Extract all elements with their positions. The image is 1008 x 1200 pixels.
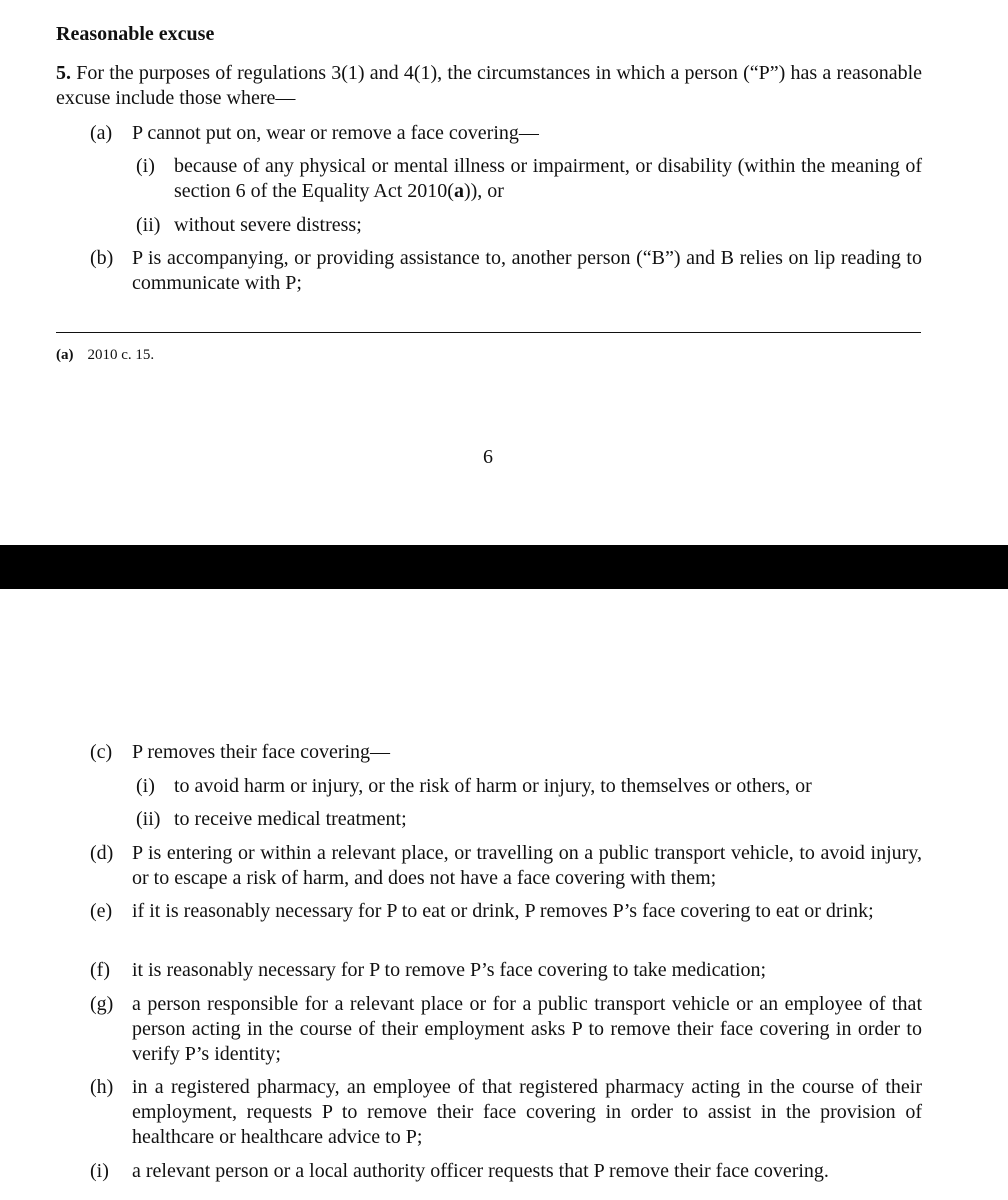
text-after-ref: )), or <box>463 180 504 202</box>
sub-paragraph-label: (ii) <box>136 214 161 236</box>
sub-paragraph-label: (i) <box>136 775 155 797</box>
sub-paragraph-text: P is entering or within a relevant place, or travelling on a public transport vehicle, to avoid injury, or to escape a risk of harm, and does not have a face covering with them; <box>132 842 922 889</box>
footnote-label: (a) <box>56 347 74 363</box>
sub-paragraph-label: (d) <box>90 842 114 864</box>
sub-paragraph-text: a person responsible for a relevant place or for a public transport vehicle or an employee of that person acting in the course of their employment asks P to remove their face covering in order to verify P’s identity; <box>132 993 922 1065</box>
footnote <box>56 345 154 365</box>
footnote-divider <box>56 332 921 333</box>
section-heading: Reasonable excuse <box>56 23 215 45</box>
regulation-5-text: For the purposes of regulations 3(1) and 4(1), the circumstances in which a person (“P”) has a reasonable excuse include those where— <box>56 62 923 109</box>
sub-paragraph-label: (i) <box>90 1160 109 1182</box>
footnote-reference: a <box>453 180 464 202</box>
sub-paragraph-label: (c) <box>90 741 113 763</box>
page-6-bottom-section <box>0 0 1008 545</box>
sub-paragraph-label: (e) <box>90 900 113 922</box>
sub-paragraph-label: (i) <box>136 155 155 177</box>
sub-paragraph-text: to receive medical treatment; <box>174 808 407 830</box>
sub-paragraph-text <box>174 154 922 204</box>
sub-paragraph-text: if it is reasonably necessary for P to eat or drink, P removes P’s face covering to eat or drink; <box>132 900 874 922</box>
regulation-5-paragraph <box>56 61 922 111</box>
sub-paragraph-label: (h) <box>90 1076 114 1098</box>
page-number: 6 <box>483 446 493 468</box>
sub-paragraph-text: it is reasonably necessary for P to remove P’s face covering to take medication; <box>132 959 767 981</box>
sub-paragraph-text: without severe distress; <box>174 214 362 236</box>
page-separator-band <box>0 545 1008 589</box>
sub-paragraph-text: a relevant person or a local authority officer requests that P remove their face covering. <box>132 1160 829 1182</box>
sub-paragraph-label: (f) <box>90 959 110 981</box>
sub-paragraph-label: (ii) <box>136 808 161 830</box>
regulation-number: 5. <box>56 62 71 84</box>
footnote-text: 2010 c. 15. <box>87 347 155 363</box>
sub-paragraph-text: P is accompanying, or providing assistance to, another person (“B”) and B relies on lip reading to communicate with P; <box>132 247 922 294</box>
sub-paragraph-text: to avoid harm or injury, or the risk of harm or injury, to themselves or others, or <box>174 775 812 797</box>
sub-paragraph-label: (a) <box>90 122 113 144</box>
sub-paragraph-text: in a registered pharmacy, an employee of that registered pharmacy acting in the course of their employment, requests P to remove their face covering in order to assist in the provision of healthcare or healthcare advice to P; <box>132 1076 922 1148</box>
sub-paragraph-text: P removes their face covering— <box>132 741 391 763</box>
sub-paragraph-label: (g) <box>90 993 114 1015</box>
text-before-ref: because of any physical or mental illness or impairment, or disability (within the meaning of section 6 of the Equality Act 2010( <box>174 155 922 202</box>
sub-paragraph-label: (b) <box>90 247 114 269</box>
sub-paragraph-text: P cannot put on, wear or remove a face covering— <box>132 122 539 144</box>
